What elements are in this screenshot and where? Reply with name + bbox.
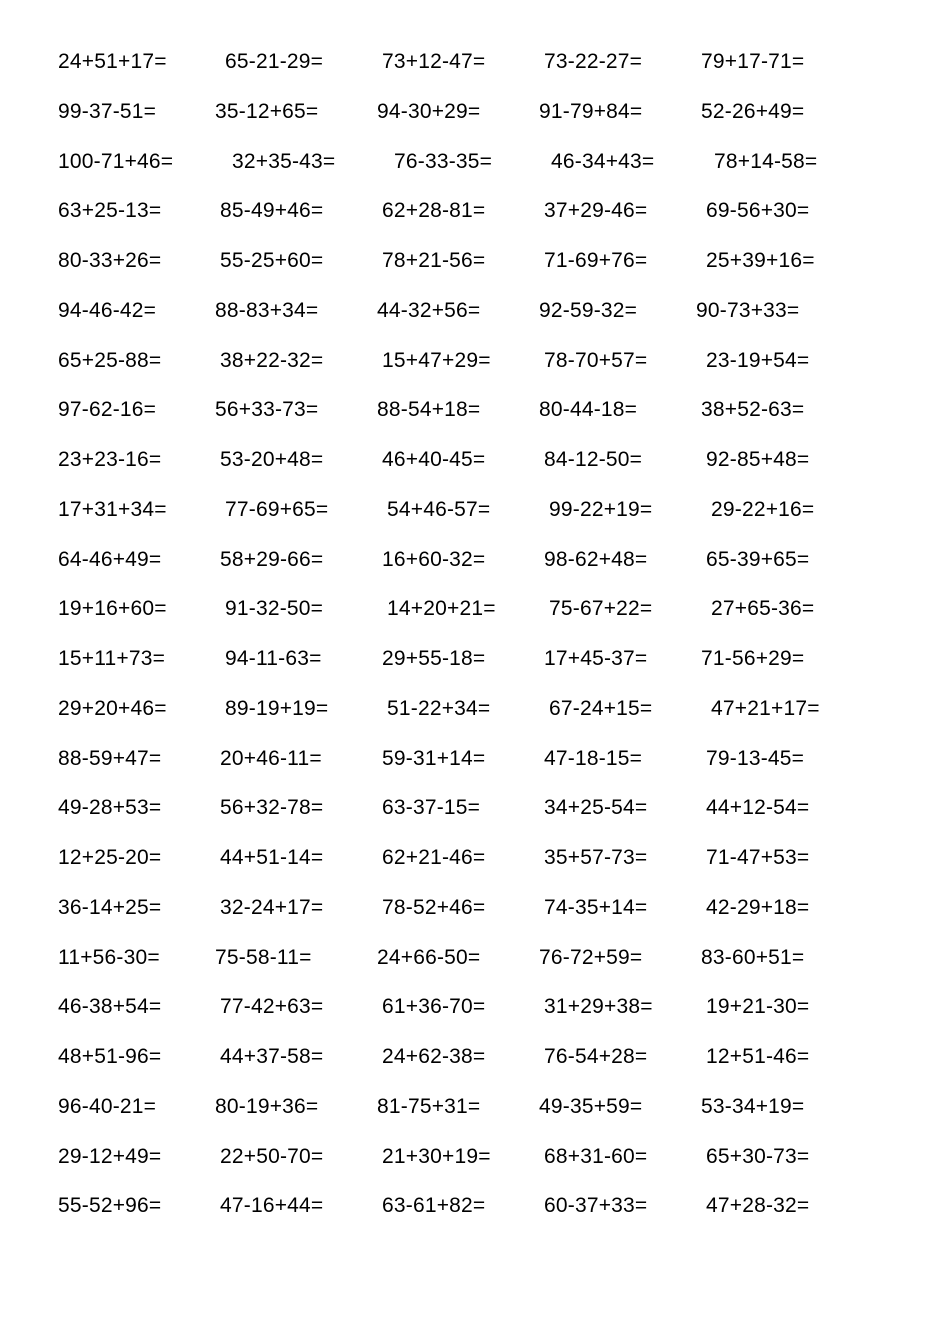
math-problem: 88-54+18= — [377, 398, 481, 422]
math-problem: 29-12+49= — [58, 1144, 162, 1168]
problem-row — [0, 943, 950, 973]
problem-row — [0, 246, 950, 276]
math-problem: 77-42+63= — [220, 995, 324, 1019]
math-problem: 47+21+17= — [711, 696, 820, 720]
math-problem: 20+46-11= — [220, 746, 322, 770]
math-problem: 99-37-51= — [58, 99, 157, 123]
math-problem: 48+51-96= — [58, 1045, 162, 1068]
math-problem: 44+51-14= — [220, 846, 324, 869]
math-problem: 68+31-60= — [544, 1144, 648, 1168]
math-problem: 55-52+96= — [58, 1194, 162, 1218]
math-problem: 51-22+34= — [387, 696, 491, 720]
math-problem: 56+33-73= — [215, 398, 319, 422]
math-problem: 92-59-32= — [539, 298, 638, 322]
math-problem: 47-16+44= — [220, 1194, 324, 1218]
math-problem: 56+32-78= — [220, 796, 324, 820]
math-problem: 22+50-70= — [220, 1144, 324, 1168]
math-problem: 49-28+53= — [58, 796, 162, 820]
math-problem: 23-19+54= — [706, 348, 810, 372]
math-problem: 85-49+46= — [220, 199, 324, 223]
math-problem: 38+22-32= — [220, 348, 324, 372]
math-problem: 12+51-46= — [706, 1045, 810, 1068]
math-problem: 59-31+14= — [382, 746, 486, 770]
math-problem: 83-60+51= — [701, 945, 805, 969]
math-problem: 100-71+46= — [58, 149, 174, 173]
math-problem: 80-44-18= — [539, 398, 638, 422]
problem-row — [0, 744, 950, 774]
problem-row — [0, 893, 950, 923]
math-problem: 99-22+19= — [549, 497, 653, 521]
math-problem: 36-14+25= — [58, 895, 162, 919]
math-problem: 78+21-56= — [382, 249, 486, 272]
math-problem: 14+20+21= — [387, 597, 496, 621]
math-problem: 78-52+46= — [382, 895, 486, 919]
math-problem: 76-72+59= — [539, 945, 643, 969]
problem-row — [0, 445, 950, 475]
math-problem: 24+66-50= — [377, 945, 481, 969]
math-problem: 60-37+33= — [544, 1194, 648, 1218]
math-problem: 58+29-66= — [220, 547, 324, 571]
math-problem: 75-67+22= — [549, 597, 653, 621]
math-problem: 29-22+16= — [711, 497, 815, 521]
math-problem: 62+21-46= — [382, 846, 486, 869]
math-problem: 24+62-38= — [382, 1045, 486, 1068]
math-problem: 74-35+14= — [544, 895, 648, 919]
math-problem: 44-32+56= — [377, 298, 481, 322]
math-problem: 88-83+34= — [215, 298, 319, 322]
math-problem: 80-33+26= — [58, 249, 162, 272]
problem-row — [0, 1191, 950, 1221]
math-problem: 64-46+49= — [58, 547, 162, 571]
problem-row — [0, 1042, 950, 1072]
math-problem: 65-39+65= — [706, 547, 810, 571]
math-problem: 23+23-16= — [58, 448, 162, 471]
problem-row — [0, 545, 950, 575]
math-problem: 52-26+49= — [701, 99, 805, 123]
math-problem: 94-30+29= — [377, 99, 481, 123]
math-problem: 49-35+59= — [539, 1094, 643, 1118]
problem-row — [0, 992, 950, 1022]
problem-row — [0, 97, 950, 127]
math-problem: 79-13-45= — [706, 746, 805, 770]
math-problem: 15+47+29= — [382, 348, 491, 372]
problem-row — [0, 644, 950, 674]
math-problem: 29+55-18= — [382, 647, 486, 670]
math-problem: 67-24+15= — [549, 696, 653, 720]
math-problem: 53-20+48= — [220, 448, 324, 471]
problem-row — [0, 196, 950, 226]
problem-row — [0, 793, 950, 823]
math-problem: 62+28-81= — [382, 199, 486, 223]
math-problem: 46-34+43= — [551, 149, 655, 173]
math-problem: 63-61+82= — [382, 1194, 486, 1218]
math-problem: 89-19+19= — [225, 696, 329, 720]
math-problem: 98-62+48= — [544, 547, 648, 571]
math-problem: 38+52-63= — [701, 398, 805, 422]
math-problem: 46-38+54= — [58, 995, 162, 1019]
math-problem: 73+12-47= — [382, 50, 486, 73]
math-problem: 55-25+60= — [220, 249, 324, 272]
math-problem: 63-37-15= — [382, 796, 481, 820]
math-problem: 65+25-88= — [58, 348, 162, 372]
math-problem: 91-79+84= — [539, 99, 643, 123]
math-problem: 80-19+36= — [215, 1094, 319, 1118]
math-problem: 73-22-27= — [544, 50, 643, 73]
math-problem: 71-56+29= — [701, 647, 805, 670]
math-problem: 35+57-73= — [544, 846, 648, 869]
math-problem: 77-69+65= — [225, 497, 329, 521]
math-problem: 97-62-16= — [58, 398, 157, 422]
math-problem: 71-47+53= — [706, 846, 810, 869]
math-problem: 71-69+76= — [544, 249, 648, 272]
math-problem: 15+11+73= — [58, 647, 166, 670]
math-problem: 79+17-71= — [701, 50, 805, 73]
problem-row — [0, 1142, 950, 1172]
math-problem: 47-18-15= — [544, 746, 643, 770]
math-problem: 96-40-21= — [58, 1094, 157, 1118]
math-problem: 47+28-32= — [706, 1194, 810, 1218]
problem-row — [0, 47, 950, 77]
math-problem: 78+14-58= — [714, 149, 818, 173]
math-problem: 54+46-57= — [387, 497, 491, 521]
math-problem: 76-54+28= — [544, 1045, 648, 1068]
math-problem: 78-70+57= — [544, 348, 648, 372]
math-problem: 21+30+19= — [382, 1144, 491, 1168]
problem-row — [0, 395, 950, 425]
math-problem: 37+29-46= — [544, 199, 648, 223]
math-problem: 31+29+38= — [544, 995, 653, 1019]
math-problem: 44+37-58= — [220, 1045, 324, 1068]
math-problem: 92-85+48= — [706, 448, 810, 471]
math-problem: 24+51+17= — [58, 50, 167, 73]
math-problem: 69-56+30= — [706, 199, 810, 223]
math-problem: 25+39+16= — [706, 249, 815, 272]
math-problem: 76-33-35= — [394, 149, 493, 173]
math-problem: 53-34+19= — [701, 1094, 805, 1118]
math-problem: 65-21-29= — [225, 50, 324, 73]
problem-row — [0, 296, 950, 326]
math-problem: 65+30-73= — [706, 1144, 810, 1168]
problem-row — [0, 843, 950, 873]
problem-row — [0, 147, 950, 177]
math-problem: 94-46-42= — [58, 298, 157, 322]
math-problem: 94-11-63= — [225, 647, 322, 670]
math-problem: 19+21-30= — [706, 995, 810, 1019]
problem-row — [0, 1092, 950, 1122]
math-problem: 61+36-70= — [382, 995, 486, 1019]
math-problem: 46+40-45= — [382, 448, 486, 471]
math-problem: 17+31+34= — [58, 497, 167, 521]
math-problem: 42-29+18= — [706, 895, 810, 919]
problem-row — [0, 495, 950, 525]
problem-row — [0, 594, 950, 624]
math-problem: 34+25-54= — [544, 796, 648, 820]
math-problem: 16+60-32= — [382, 547, 486, 571]
math-problem: 29+20+46= — [58, 696, 167, 720]
math-problem: 90-73+33= — [696, 298, 800, 322]
math-problem: 32+35-43= — [232, 149, 336, 173]
math-problem: 84-12-50= — [544, 448, 643, 471]
math-problem: 44+12-54= — [706, 796, 810, 820]
math-problem: 32-24+17= — [220, 895, 324, 919]
math-problem: 12+25-20= — [58, 846, 162, 869]
math-problem: 81-75+31= — [377, 1094, 481, 1118]
problem-row — [0, 346, 950, 376]
problem-row — [0, 694, 950, 724]
math-problem: 17+45-37= — [544, 647, 648, 670]
math-problem: 35-12+65= — [215, 99, 319, 123]
math-problem: 19+16+60= — [58, 597, 167, 621]
math-problem: 88-59+47= — [58, 746, 162, 770]
math-problem: 75-58-11= — [215, 945, 312, 969]
math-problem: 27+65-36= — [711, 597, 815, 621]
math-problem: 63+25-13= — [58, 199, 162, 223]
math-problem: 91-32-50= — [225, 597, 324, 621]
math-problem: 11+56-30= — [58, 945, 160, 969]
